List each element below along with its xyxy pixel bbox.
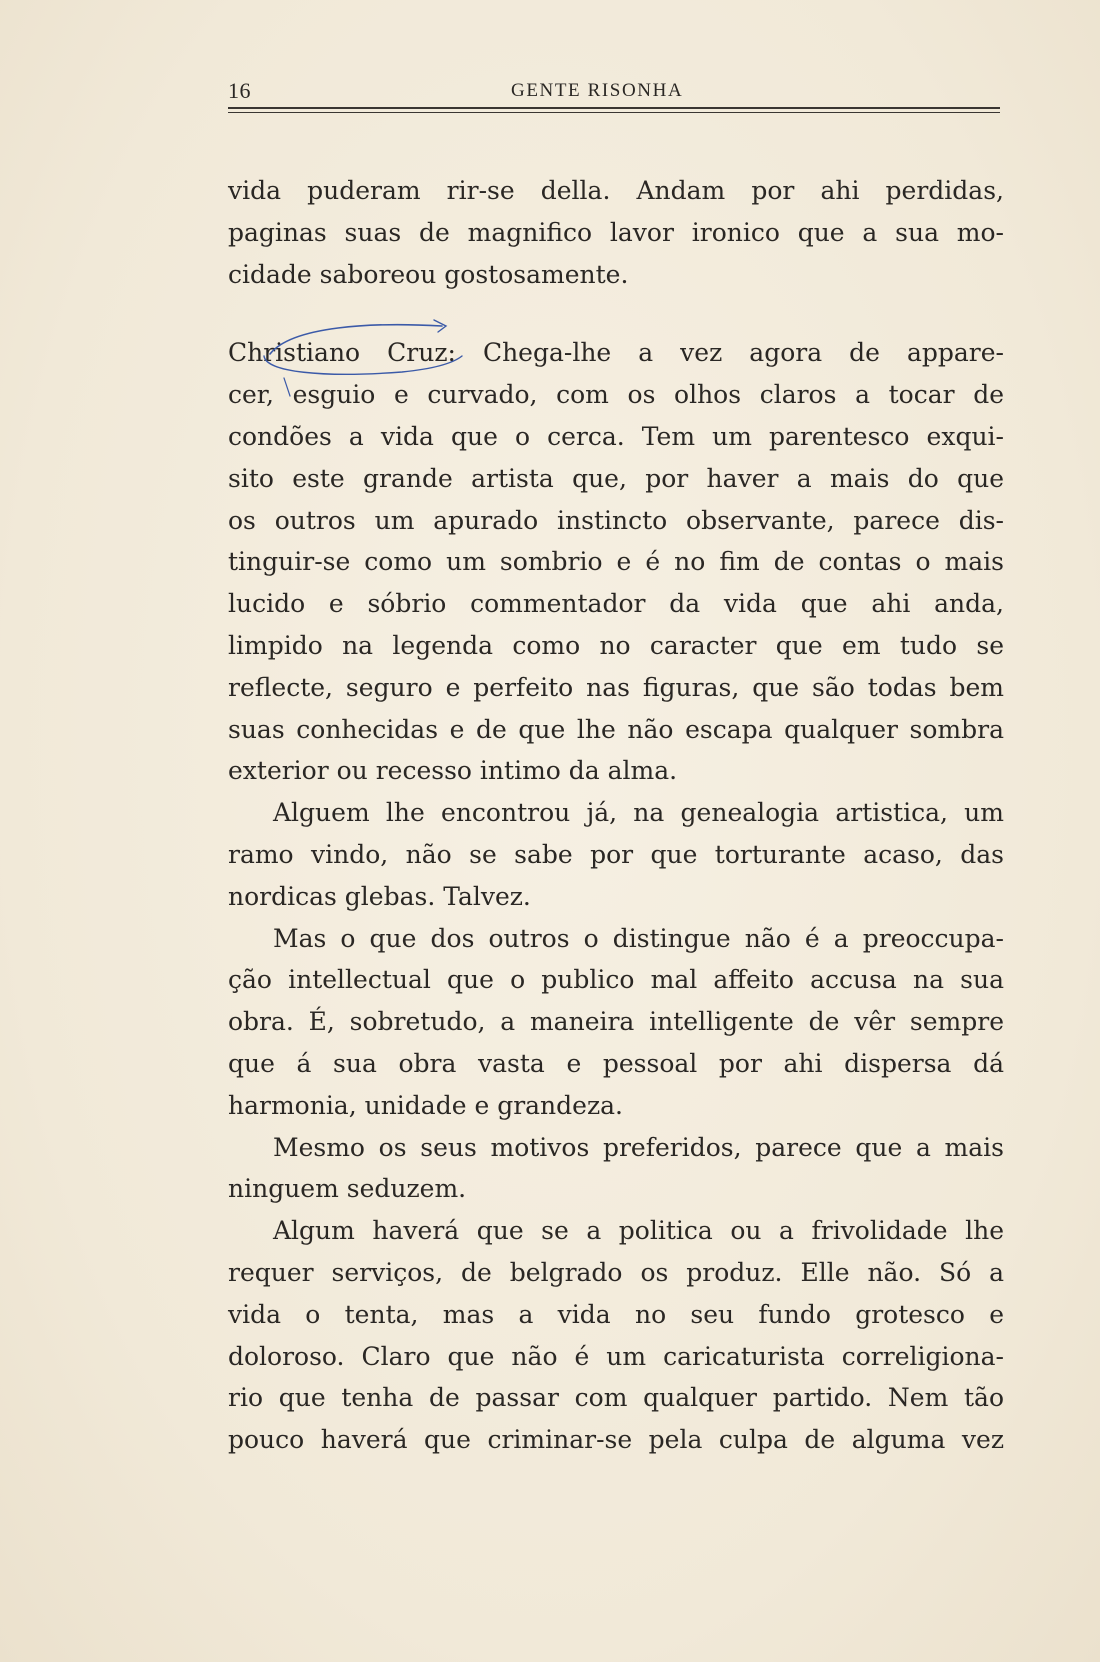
text-line: Alguem lhe encontrou já, na genealogia artistica, um — [273, 798, 1004, 828]
text-line: reflecte, seguro e perfeito nas figuras, que são todas bem — [228, 672, 1004, 702]
text-line: doloroso. Claro que não é um caricaturista correligiona- — [228, 1341, 1004, 1371]
text-line: Algum haverá que se a politica ou a frivolidade lhe — [273, 1216, 1004, 1246]
text-line: paginas suas de magnifico lavor ironico que a sua mo- — [228, 217, 1004, 247]
running-header — [228, 78, 1000, 108]
text-line: tinguir-se como um sombrio e é no fim de contas o mais — [228, 547, 1004, 577]
text-line: sito este grande artista que, por haver a mais do que — [228, 463, 1004, 493]
paragraph-gap — [228, 295, 1004, 332]
text-line: os outros um apurado instincto observante, parece dis- — [228, 505, 1004, 535]
text-line: obra. É, sobretudo, a maneira intelligente de vêr sempre — [228, 1007, 1004, 1037]
text-line: cidade saboreou gostosamente. — [228, 259, 629, 289]
running-title: GENTE RISONHA — [511, 80, 684, 101]
text-line: harmonia, unidade e grandeza. — [228, 1090, 623, 1120]
text-line: ninguem seduzem. — [228, 1174, 467, 1204]
text-line: lucido e sóbrio commentador da vida que ahi anda, — [228, 589, 1004, 619]
text-line: pouco haverá que criminar-se pela culpa de alguma vez — [228, 1425, 1004, 1455]
text-line: rio que tenha de passar com qualquer partido. Nem tão — [228, 1383, 1004, 1413]
text-line: condões a vida que o cerca. Tem um parentesco exqui- — [228, 421, 1004, 451]
text-line: Mesmo os seus motivos preferidos, parece que a mais — [273, 1132, 1004, 1162]
text-line: limpido na legenda como no caracter que em tudo se — [228, 630, 1004, 660]
header-rule — [228, 107, 1000, 109]
text-line: exterior ou recesso intimo da alma. — [228, 756, 678, 786]
text-line: requer serviços, de belgrado os produz. Elle não. Só a — [228, 1257, 1004, 1287]
text-line: ção intellectual que o publico mal affeito accusa na sua — [228, 965, 1004, 995]
body-text — [228, 170, 1004, 1461]
text-line: que á sua obra vasta e pessoal por ahi dispersa dá — [228, 1048, 1004, 1078]
text-line: Christiano Cruz: Chega-lhe a vez agora de appare- — [228, 338, 1004, 368]
text-line: vida puderam rir-se della. Andam por ahi perdidas, — [228, 176, 1004, 205]
text-line: suas conhecidas e de que lhe não escapa qualquer sombra — [228, 714, 1004, 744]
header-rule-thin — [228, 112, 1000, 113]
text-line: Mas o que dos outros o distingue não é a preoccupa- — [273, 923, 1004, 953]
text-line: cer, esguio e curvado, com os olhos claros a tocar de — [228, 380, 1004, 410]
text-line: ramo vindo, não se sabe por que torturante acaso, das — [228, 839, 1004, 869]
text-line: vida o tenta, mas a vida no seu fundo grotesco e — [228, 1299, 1004, 1329]
page-number: 16 — [228, 78, 251, 103]
text-line: nordicas glebas. Talvez. — [228, 881, 531, 911]
